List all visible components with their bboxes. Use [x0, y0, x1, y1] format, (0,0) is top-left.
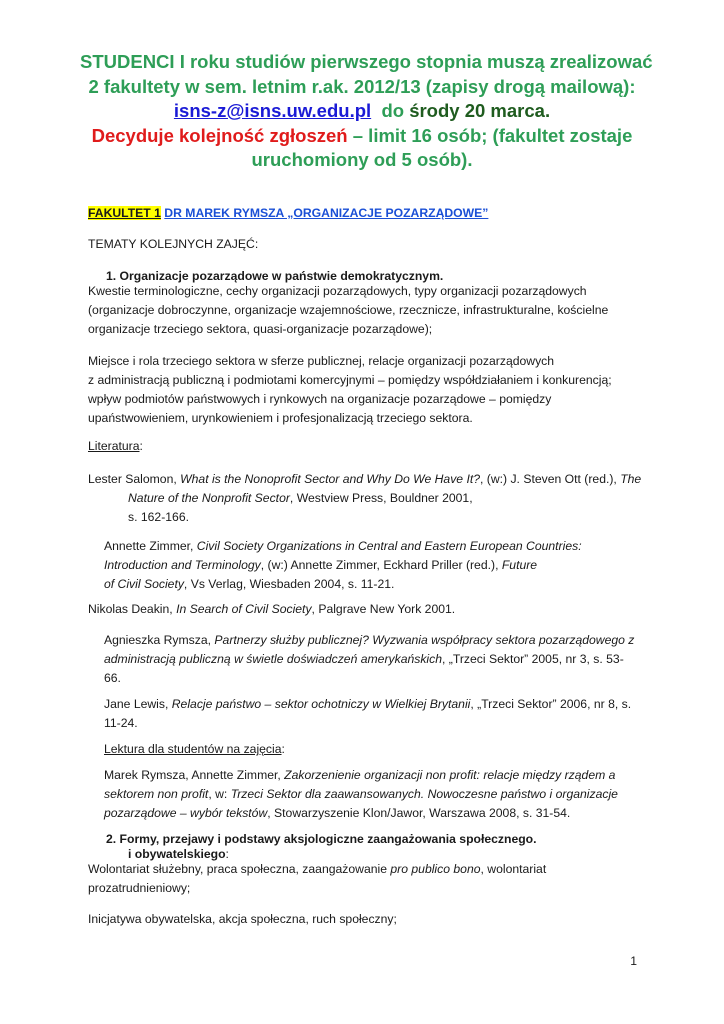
- header-line-3: isns-z@isns.uw.edu.pl do środy 20 marca.: [173, 100, 551, 121]
- lektura-label: Lektura dla studentów na zajęcia:: [104, 742, 285, 756]
- topic-1-p1-line: Kwestie terminologiczne, cechy organizacji pozarządowych, typy organizacji pozarządowych: [88, 284, 587, 298]
- page-number: 1: [630, 954, 637, 968]
- topic-2-heading-cont: i obywatelskiego:: [128, 847, 229, 861]
- topic-1-p2-line: Miejsce i rola trzeciego sektora w sferze publicznej, relacje organizacji pozarządowych: [88, 354, 555, 368]
- header-line-5: uruchomiony od 5 osób).: [251, 149, 473, 170]
- header-line-2: 2 fakultety w sem. letnim r.ak. 2012/13 (zapisy drogą mailową):: [88, 75, 636, 97]
- topic-2-line: Wolontariat służebny, praca społeczna, zaangażowanie pro publico bono, wolontariat: [88, 862, 547, 876]
- faculty-title: DR MAREK RYMSZA „ORGANIZACJE POZARZĄDOWE”: [164, 206, 489, 220]
- announcement-header: [80, 50, 653, 173]
- topics-label: TEMATY KOLEJNYCH ZAJĘĆ:: [88, 237, 259, 251]
- topic-1-p1-line: organizacje trzeciego sektora, quasi-organizacje pozarządowe);: [88, 322, 433, 336]
- faculty-heading: [88, 206, 488, 221]
- topic-1-p2-line: upaństwowieniem, urynkowieniem i profesjonalizacją trzeciego sektora.: [88, 411, 473, 425]
- topic-2-line: Inicjatywa obywatelska, akcja społeczna, ruch społeczny;: [88, 912, 397, 926]
- faculty-badge: FAKULTET 1: [88, 206, 161, 220]
- topic-2-heading: 2. Formy, przejawy i podstawy aksjologiczne zaangażowania społecznego.: [106, 832, 537, 846]
- document-page: STUDENCI I roku studiów pierwszego stopnia muszą zrealizować 2 fakultety w sem. letnim r.ak. 2012/13 (zapisy drogą mailową): isns-z@isns.uw.edu.pl do środy 20 marca. Decyduje kolejność zgłoszeń – limit 16 osób; (fakultet zostaje uruchomiony od 5 osób). FAKULTET 1 DR MAREK RYMSZA „ORGANIZACJE POZARZĄDOWE” TEMATY KOLEJNYCH ZAJĘĆ: 1. Organizacje pozarządowe w państwie demokratycznym. Kwestie terminologiczne, cechy organizacji pozarządowych, typy organizacji pozarządowych (organizacje dobroczynne, organizacje wzajemnościowe, rzecznicze, infrastrukturalne, kościelne organizacje trzeciego sektora, quasi-organizacje pozarządowe); Miejsce i rola trzeciego sektora w sferze publicznej, relacje organizacji pozarządowych z administracją publiczną i podmiotami komercyjnymi – pomiędzy współdziałaniem i konkurencją; wpływ podmiotów państwowych i rynkowych na organizacje pozarządowe – pomiędzy upaństwowieniem, urynkowieniem i profesjonalizacją trzeciego sektora. Literatura: Lester Salomon, What is the Nonoprofit Sector and Why Do We Have It?, (w:) J. Steven Ott (red.), The Nature of the Nonprofit Sector, Westview Press, Bouldner 2001, s. 162-166. Annette Zimmer, Civil Society Organizations in Central and Eastern European Countries: Introduction and Terminology, (w:) Annette Zimmer, Eckhard Priller (red.), Future of Civil Society, Vs Verlag, Wiesbaden 2004, s. 11-21. Nikolas Deakin, In Search of Civil Society, Palgrave New York 2001. Agnieszka Rymsza, Partnerzy służby publicznej? Wyzwania współpracy sektora pozarządowego z administracją publiczną w świetle doświadczeń amerykańskich, „Trzeci Sektor” 2005, nr 3, s. 53- 66. Jane Lewis, Relacje państwo – sektor ochotniczy w Wielkiej Brytanii, „Trzeci Sektor” 2006, nr 8, s. 11-24. Lektura dla studentów na zajęcia: Marek Rymsza, Annette Zimmer, Zakorzenienie organizacji non profit: relacje między rządem a sektorem non profit, w: Trzeci Sektor dla zaawansowanych. Nowoczesne państwo i organizacje pozarządowe – wybór tekstów, Stowarzyszenie Klon/Jawor, Warszawa 2008, s. 31-54. 2. Formy, przejawy i podstawy aksjologiczne zaangażowania społecznego. i obywatelskiego: Wolontariat służebny, praca społeczna, zaangażowanie pro publico bono, wolontariat prozatrudnieniowy; Inicjatywa obywatelska, akcja społeczna, ruch społeczny; 1: [80, 51, 653, 968]
- ref-deakin: Nikolas Deakin, In Search of Civil Society, Palgrave New York 2001.: [88, 602, 456, 616]
- topic-1-heading: 1. Organizacje pozarządowe w państwie demokratycznym.: [106, 269, 444, 283]
- topic-2-line: prozatrudnieniowy;: [88, 881, 191, 895]
- deadline-date: środy 20 marca: [409, 100, 545, 121]
- header-line-1: STUDENCI I roku studiów pierwszego stopnia muszą zrealizować: [80, 51, 653, 72]
- topic-1-p1-line: (organizacje dobroczynne, organizacje wzajemnościowe, rzecznicze, infrastrukturalne, kościelne: [88, 303, 609, 317]
- header-line-4: Decyduje kolejność zgłoszeń – limit 16 osób; (fakultet zostaje: [91, 124, 633, 146]
- topic-1-p2-line: wpływ podmiotów państwowych i rynkowych na organizacje pozarządowe – pomiędzy: [88, 392, 552, 406]
- email-link[interactable]: isns-z@isns.uw.edu.pl: [173, 100, 372, 121]
- topic-1-p2-line: z administracją publiczną i podmiotami komercyjnymi – pomiędzy współdziałaniem i konkurencją;: [88, 373, 612, 387]
- priority-note: Decyduje kolejność zgłoszeń: [91, 124, 348, 146]
- literatura-label: Literatura:: [88, 439, 143, 453]
